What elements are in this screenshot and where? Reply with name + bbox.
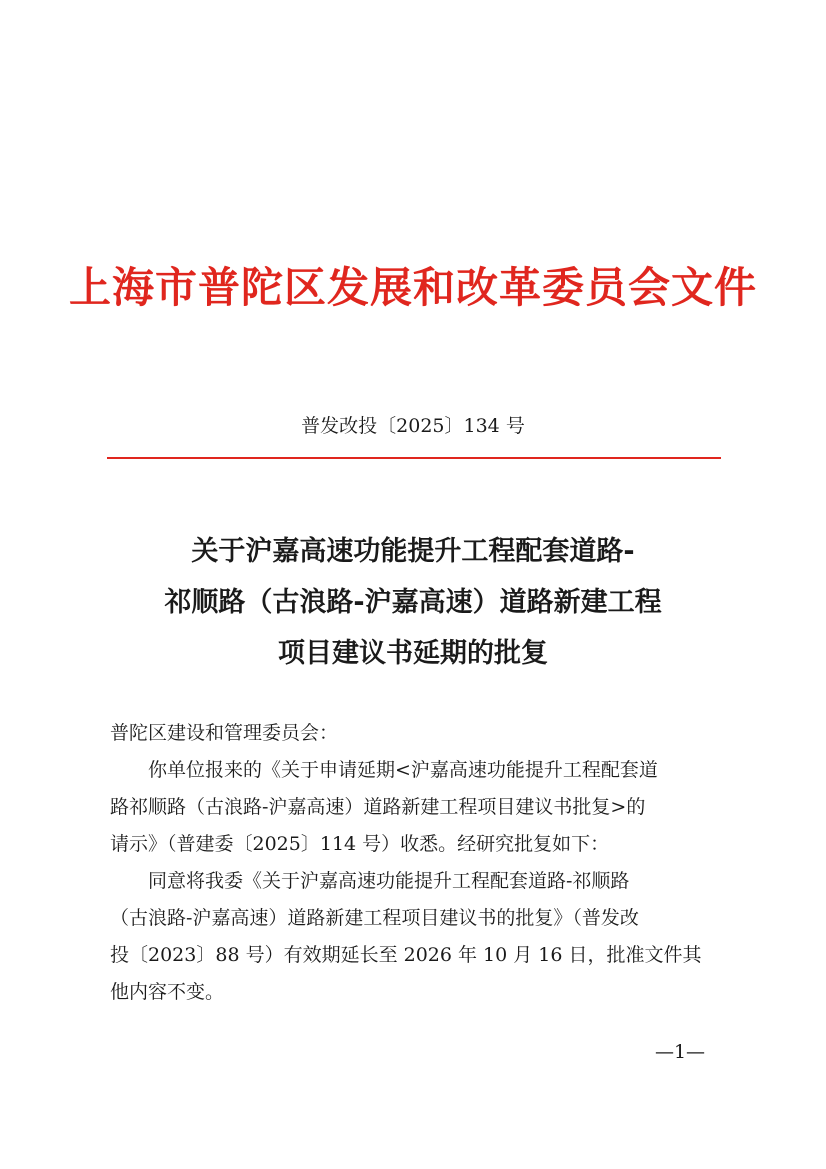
title-line: 祁顺路（古浪路-沪嘉高速）道路新建工程	[164, 587, 662, 618]
document-body	[110, 715, 722, 1011]
title-line: 关于沪嘉高速功能提升工程配套道路-	[191, 536, 635, 567]
paragraph-2-line: 同意将我委《关于沪嘉高速功能提升工程配套道路-祁顺路	[110, 870, 630, 892]
document-title	[0, 526, 826, 679]
paragraph-2-line: 投〔2023〕88 号）有效期延长至 2026 年 10 月 16 日，批准文件其	[110, 944, 702, 966]
paragraph-1-line: 请示》（普建委〔2025〕114 号）收悉。经研究批复如下：	[110, 833, 610, 855]
paragraph-2-line: 他内容不变。	[110, 981, 225, 1003]
title-line: 项目建议书延期的批复	[278, 638, 548, 669]
red-divider-line	[107, 457, 721, 459]
issuer-masthead: 上海市普陀区发展和改革委员会文件	[68, 263, 757, 312]
paragraph-2-line: （古浪路-沪嘉高速）道路新建工程项目建议书的批复》（普发改	[110, 907, 639, 929]
paragraph-1-line: 路祁顺路（古浪路-沪嘉高速）道路新建工程项目建议书批复>的	[110, 796, 646, 818]
document-number: 普发改投〔2025〕134 号	[301, 415, 525, 437]
paragraph-1-line: 你单位报来的《关于申请延期<沪嘉高速功能提升工程配套道	[110, 759, 658, 781]
page-number: —1—	[654, 1041, 706, 1063]
addressee: 普陀区建设和管理委员会：	[110, 722, 339, 744]
